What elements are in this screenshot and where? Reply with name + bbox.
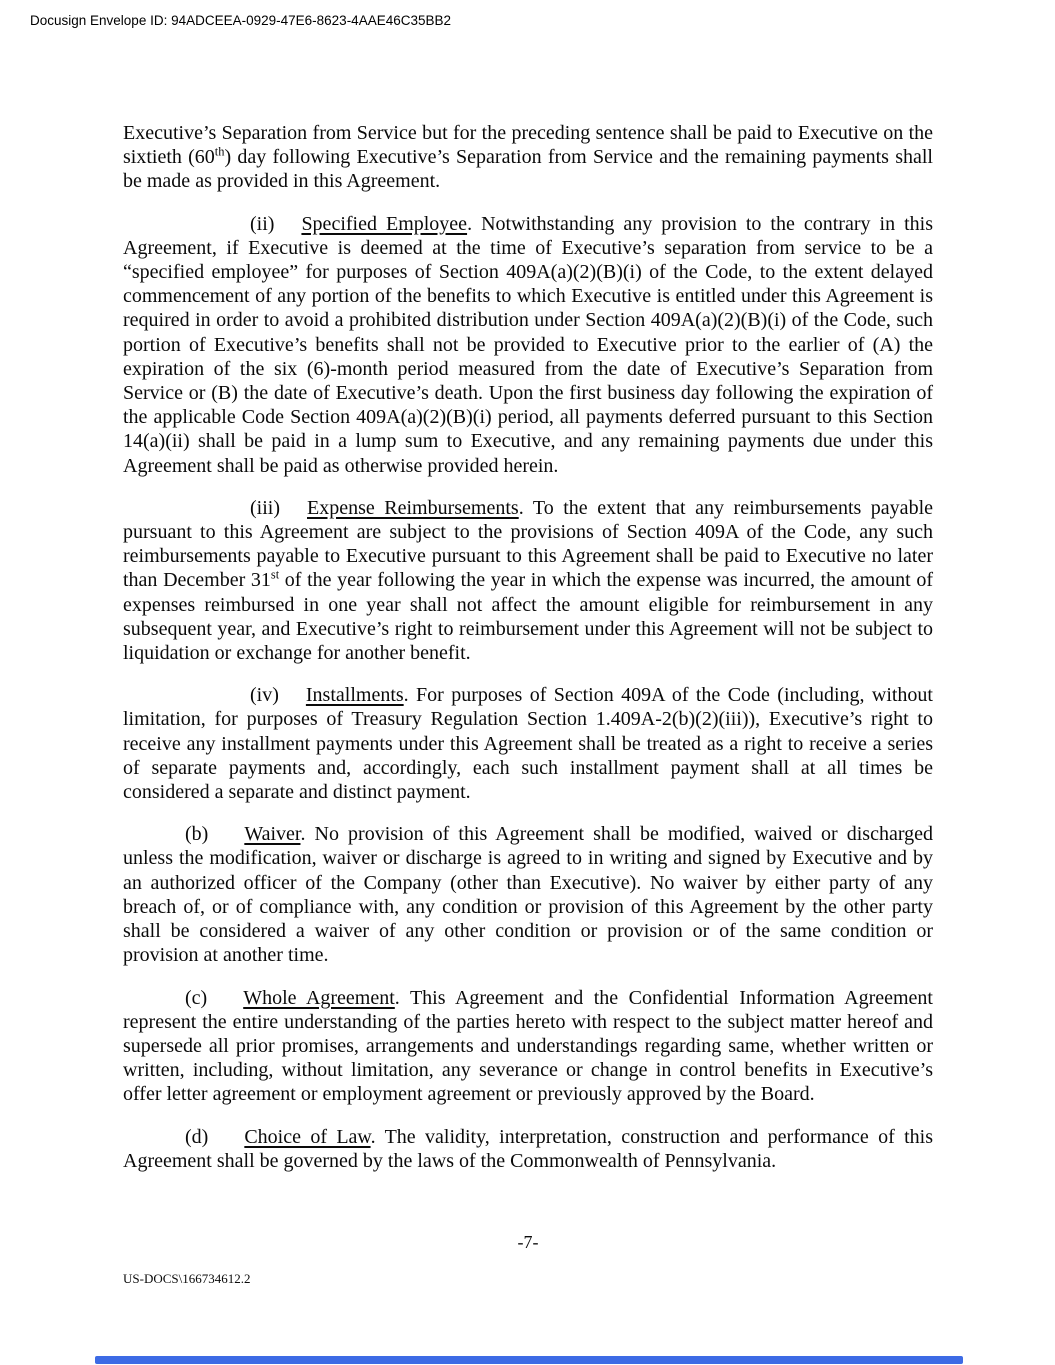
section-number: (iii) <box>250 496 280 519</box>
section-heading: Installments <box>305 684 404 707</box>
section-heading: Whole Agreement <box>243 986 395 1009</box>
paragraph-text: of the year following the year in which the expense was incurred, the amount of expenses reimbursed in one year shall not affect the amount eligible for reimbursement in any subsequent year, and Executive’s right to reimbursement under this Agreement will not be subject to liquidation or exchange for another benefit. <box>123 569 933 665</box>
page-number: -7- <box>517 1232 539 1252</box>
section-number: (iv) <box>250 684 279 707</box>
paragraph-text: . The validity, interpretation, construction and performance of this Agreement shall be governed by the laws of the Commonwealth of Pennsylvania. <box>123 1125 933 1172</box>
section-heading: Waiver <box>244 823 301 846</box>
paragraph-text: . No provision of this Agreement shall be modified, waived or discharged unless the modification, waiver or discharge is agreed to in writing and signed by Executive and by an authorized officer of the Company (other than Executive). No waiver by either party of any breach of, or of compliance with, any condition or provision of this Agreement by the other party shall be considered a waiver of any other condition or provision or of the same condition or provision at another time. <box>123 823 933 967</box>
section-number: (b) <box>185 823 209 846</box>
section-heading: Specified Employee <box>301 212 468 235</box>
section-iv-installments <box>123 683 933 804</box>
ordinal-superscript: th <box>214 144 225 159</box>
section-iii-expense-reimbursements <box>123 496 933 665</box>
section-b-waiver <box>123 822 933 967</box>
section-number: (ii) <box>250 212 275 235</box>
section-heading: Expense Reimbursements <box>307 496 519 519</box>
section-ii-specified-employee <box>123 212 933 478</box>
docusign-envelope-id: Docusign Envelope ID: 94ADCEEA-0929-47E6-8623-4AAE46C35BB2 <box>30 13 452 28</box>
section-heading: Choice of Law <box>244 1125 371 1148</box>
paragraph-continuation <box>123 121 933 194</box>
doc-reference-footer: US-DOCS\166734612.2 <box>123 1271 251 1286</box>
section-number: (c) <box>185 986 208 1009</box>
paragraph-text: . For purposes of Section 409A of the Code (including, without limitation, for purposes of Treasury Regulation Section 1.409A-2(b)(2)(iii)), Executive’s right to receive any installment payments under this Agreement shall be treated as a right to receive a series of separate payments and, accordingly, each such installment payment shall at all times be considered a separate and distinct payment. <box>123 684 933 804</box>
paragraph-text: . Notwithstanding any provision to the contrary in this Agreement, if Executive is deemed at the time of Executive’s separation from service to be a “specified employee” for purposes of Section 409A(a)(2)(B)(i) of the Code, to the extent delayed commencement of any portion of the benefits to which Executive is entitled under this Agreement is required in order to avoid a prohibited distribution under Section 409A(a)(2)(B)(i) of the Code, such portion of Executive’s benefits shall not be provided to Executive prior to the earlier of (A) the expiration of the six (6)-month period measured from the date of Executive’s Separation from Service or (B) the date of Executive’s death. Upon the first business day following the expiration of the applicable Code Section 409A(a)(2)(B)(i) period, all payments deferred pursuant to this Section 14(a)(ii) shall be paid in a lump sum to Executive, and any remaining payments due under this Agreement shall be paid as otherwise provided herein. <box>123 212 933 477</box>
paragraph-text: ) day following Executive’s Separation from Service and the remaining payments shall be made as provided in this Agreement. <box>123 146 933 193</box>
section-c-whole-agreement <box>123 986 933 1107</box>
section-d-choice-of-law <box>123 1125 933 1173</box>
ordinal-superscript: st <box>270 567 280 582</box>
paragraph-text: . This Agreement and the Confidential Information Agreement represent the entire understanding of the parties hereto with respect to the subject matter hereof and supersede all prior promises, arrangements and understandings regarding same, whether written or written, including, without limitation, any severance or change in control benefits in Executive’s offer letter agreement or employment agreement or previously approved by the Board. <box>123 986 933 1106</box>
document-body <box>123 121 933 1191</box>
section-number: (d) <box>185 1125 209 1148</box>
paragraph-text: . To the extent that any reimbursements payable pursuant to this Agreement are subject to the provisions of Section 409A of the Code, any such reimbursements payable to Executive pursuant to this Agreement shall be paid to Executive no later than December 31 <box>123 496 933 592</box>
paragraph-text: Executive’s Separation from Service but for the preceding sentence shall be paid to Executive on the sixtieth (60 <box>123 122 933 169</box>
page-bottom-accent-bar <box>95 1356 963 1364</box>
